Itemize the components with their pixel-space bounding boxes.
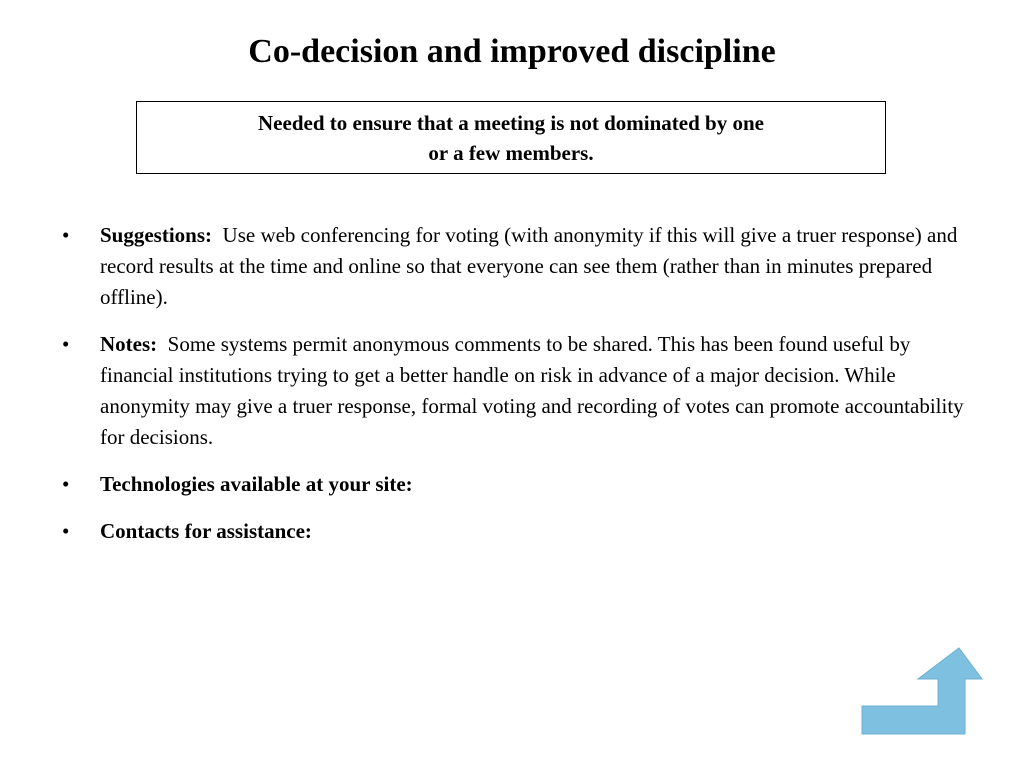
- callout-line-2: or a few members.: [428, 140, 594, 165]
- bullet-label: Technologies available at your site:: [100, 472, 413, 496]
- bullet-label: Notes:: [100, 332, 158, 356]
- slide-title: Co-decision and improved discipline: [248, 33, 776, 70]
- return-arrow-shape[interactable]: [862, 648, 982, 734]
- callout-box: [136, 101, 886, 174]
- bullet-contacts: [62, 516, 972, 547]
- bullet-list: [62, 220, 972, 563]
- return-arrow-icon[interactable]: [858, 646, 986, 738]
- bullet-notes: [62, 329, 972, 453]
- bullet-label: Suggestions:: [100, 223, 213, 247]
- bullet-technologies: [62, 469, 972, 500]
- bullet-marker: •: [62, 332, 70, 356]
- bullet-marker: •: [62, 472, 70, 496]
- bullet-label: Contacts for assistance:: [100, 519, 312, 543]
- bullet-text: Some systems permit anonymous comments to be shared. This has been found useful by financial institutions trying to get a better handle on risk in advance of a major decision. While anonymity may give a truer response, formal voting and recording of votes can promote accountability for decisions.: [100, 332, 964, 449]
- bullet-marker: •: [62, 519, 70, 543]
- bullet-suggestions: [62, 220, 972, 313]
- bullet-marker: •: [62, 223, 70, 247]
- bullet-text: Use web conferencing for voting (with anonymity if this will give a truer response) and record results at the time and online so that everyone can see them (rather than in minutes prepared offline).: [100, 223, 958, 309]
- callout-line-1: Needed to ensure that a meeting is not dominated by one: [258, 110, 764, 135]
